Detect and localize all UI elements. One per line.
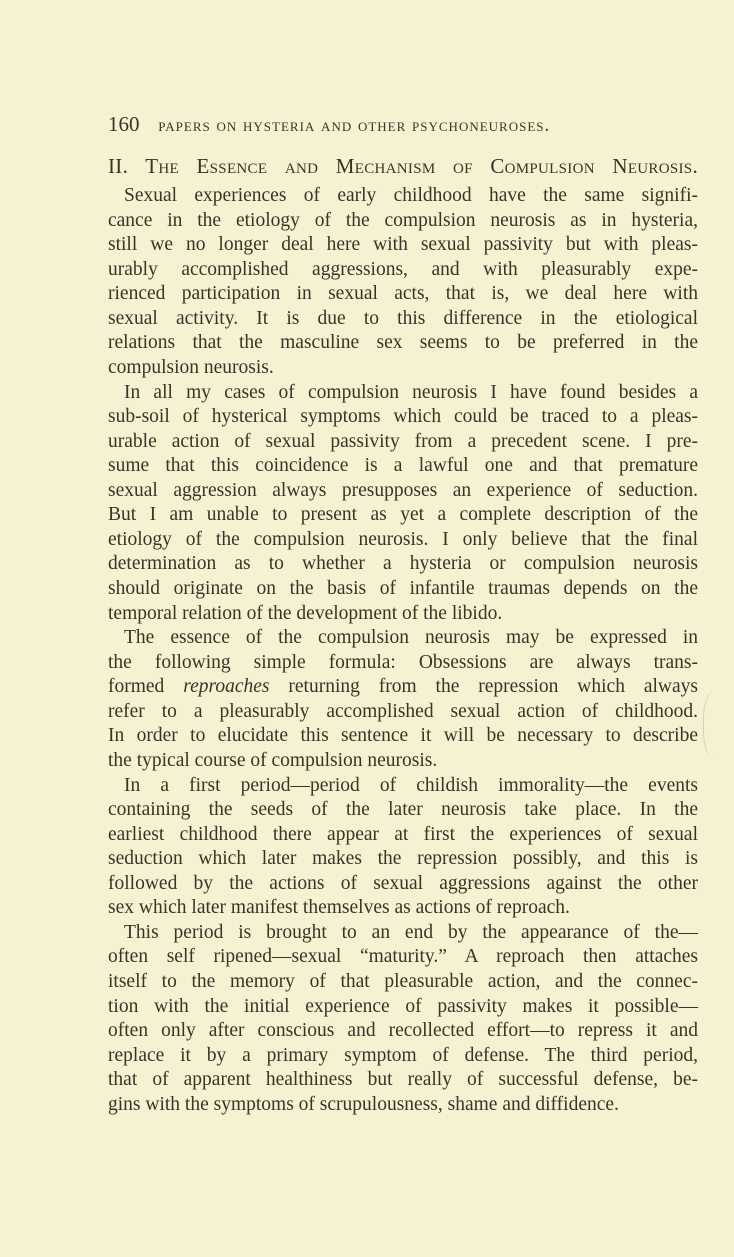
text-line: This period is brought to an end by the appearance of the— <box>124 921 698 943</box>
text-line: should originate on the basis of infantile traumas depends on the <box>108 578 698 599</box>
text-line: sex which later manifest themselves as actions of reproach. <box>108 897 570 919</box>
text-line: containing the seeds of the later neurosis take place. In the <box>108 799 698 821</box>
text-line: sexual activity. It is due to this difference in the etiological <box>108 307 698 329</box>
text-line: relations that the masculine sex seems to be preferred in the <box>108 332 698 354</box>
text-line: often only after conscious and recollected effort—to repress it and <box>108 1020 698 1042</box>
text-line: gins with the symptoms of scrupulousness, shame and diffidence. <box>108 1093 619 1115</box>
text-line: sume that this coincidence is a lawful one and that premature <box>108 455 698 477</box>
text-line: the following simple formula: Obsessions are always trans- <box>108 651 698 673</box>
text-line: determination as to whether a hysteria or compulsion neurosis <box>108 553 698 575</box>
text-line: sexual aggression always presupposes an experience of seduction. <box>108 479 698 501</box>
text-line: urable action of sexual passivity from a precedent scene. I pre- <box>108 430 698 452</box>
text-line: that of apparent healthiness but really of successful defense, be- <box>108 1069 698 1091</box>
text-line: itself to the memory of that pleasurable action, and the connec- <box>108 971 698 992</box>
text-line: rienced participation in sexual acts, that is, we deal here with <box>108 283 698 305</box>
text-line: urably accomplished aggressions, and with pleasurably expe- <box>108 258 698 280</box>
text-line: still we no longer deal here with sexual passivity but with pleas- <box>108 234 698 256</box>
margin-pencil-mark <box>703 690 734 760</box>
running-title: papers on hysteria and other psychoneuroses. <box>158 115 551 136</box>
text-line: temporal relation of the development of the libido. <box>108 602 503 624</box>
text-line: refer to a pleasurably accomplished sexual action of childhood. <box>108 700 698 722</box>
text-line: formed reproaches returning from the repression which always <box>108 676 698 698</box>
text-line: But I am unable to present as yet a complete description of the <box>108 504 698 526</box>
text-line: compulsion neurosis. <box>108 356 274 378</box>
text-line: earliest childhood there appear at first the experiences of sexual <box>108 823 698 845</box>
text-line: In order to elucidate this sentence it will be necessary to describe <box>108 725 698 747</box>
text-line: Sexual experiences of early childhood have the same signifi- <box>124 185 698 206</box>
text-line: In a first period—period of childish immorality—the events <box>124 774 698 796</box>
text-line: replace it by a primary symptom of defense. The third period, <box>108 1044 698 1066</box>
text-line: often self ripened—sexual “maturity.” A reproach then attaches <box>108 946 698 968</box>
italic-word: reproaches <box>183 676 270 698</box>
section-heading: II. The Essence and Mechanism of Compulsion Neurosis. <box>108 154 698 178</box>
text-line: etiology of the compulsion neurosis. I only believe that the final <box>108 528 698 550</box>
text-line: sub-soil of hysterical symptoms which could be traced to a pleas- <box>108 406 698 428</box>
text-line: The essence of the compulsion neurosis may be expressed in <box>124 627 698 649</box>
running-head <box>108 112 668 137</box>
text-line: seduction which later makes the repression possibly, and this is <box>108 848 698 870</box>
text-line: followed by the actions of sexual aggressions against the other <box>108 872 698 894</box>
body-text <box>108 184 698 1117</box>
text-line: In all my cases of compulsion neurosis I have found besides a <box>124 381 698 403</box>
text-line: the typical course of compulsion neurosis. <box>108 749 438 771</box>
page-number: 160 <box>108 112 140 136</box>
text-line: tion with the initial experience of passivity makes it possible— <box>108 995 698 1017</box>
text-line: cance in the etiology of the compulsion neurosis as in hysteria, <box>108 209 698 231</box>
